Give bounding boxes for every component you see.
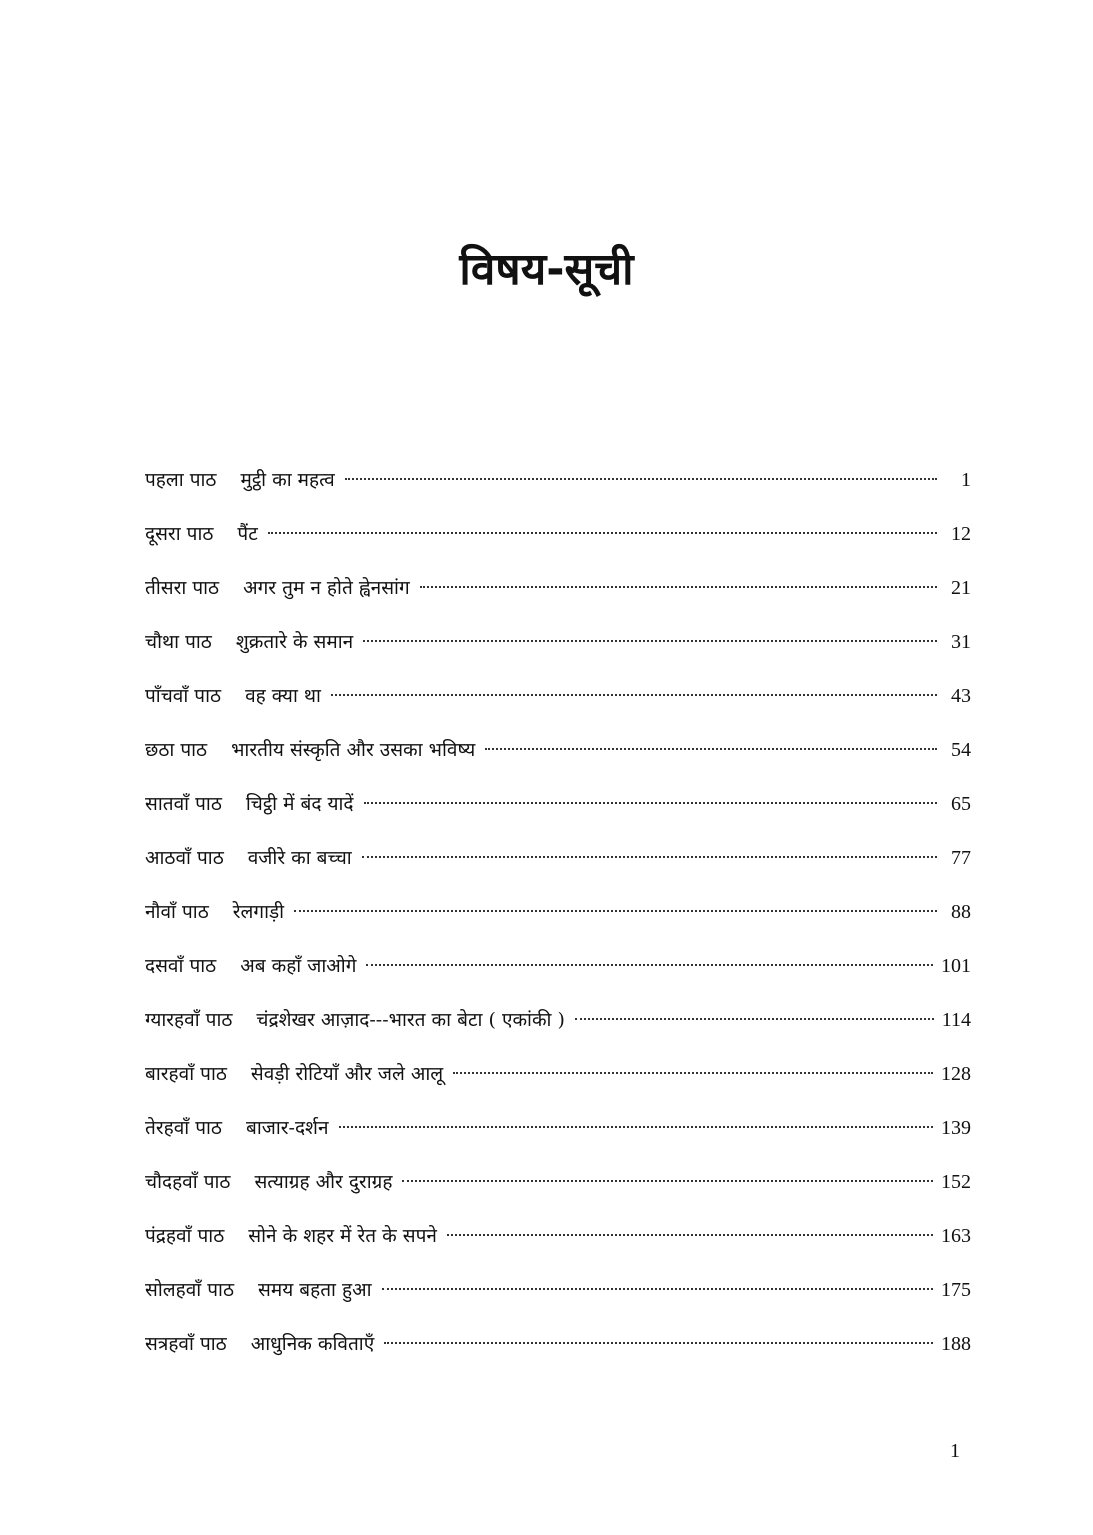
dot-leader [402, 1180, 933, 1182]
lesson-page-number: 88 [951, 901, 971, 923]
lesson-page-number: 101 [941, 955, 971, 977]
toc-entry [145, 622, 971, 676]
lesson-title: सोने के शहर में रेत के सपने [248, 1225, 437, 1247]
toc-entry [145, 514, 971, 568]
lesson-title: मुट्ठी का महत्व [240, 469, 335, 491]
dot-leader [331, 694, 937, 696]
toc-entry [145, 1000, 971, 1054]
dot-leader [447, 1234, 933, 1236]
lesson-number: तेरहवाँ पाठ [145, 1117, 222, 1139]
toc-entry [145, 892, 971, 946]
lesson-number: पंद्रहवाँ पाठ [145, 1225, 225, 1247]
lesson-title: आधुनिक कविताएँ [250, 1333, 375, 1355]
lesson-page-number: 139 [941, 1117, 971, 1139]
lesson-page-number: 114 [941, 1009, 971, 1031]
lesson-page-number: 65 [951, 793, 971, 815]
dot-leader [485, 748, 937, 750]
lesson-number: नौवाँ पाठ [145, 901, 209, 923]
lesson-number: सोलहवाँ पाठ [145, 1279, 235, 1301]
dot-leader [384, 1342, 933, 1344]
lesson-page-number: 31 [951, 631, 971, 653]
toc-entry [145, 1324, 971, 1378]
toc-entry [145, 568, 971, 622]
lesson-number: पहला पाठ [145, 469, 217, 491]
lesson-page-number: 163 [941, 1225, 971, 1247]
lesson-number: पाँचवाँ पाठ [145, 685, 222, 707]
lesson-title: वह क्या था [245, 685, 321, 707]
lesson-page-number: 12 [951, 523, 971, 545]
dot-leader [362, 856, 937, 858]
toc-entry [145, 1162, 971, 1216]
toc-entry [145, 1108, 971, 1162]
lesson-page-number: 1 [961, 469, 971, 491]
lesson-number: ग्यारहवाँ पाठ [145, 1009, 233, 1031]
lesson-title: समय बहता हुआ [258, 1279, 372, 1301]
lesson-page-number: 43 [951, 685, 971, 707]
toc-entry [145, 1216, 971, 1270]
dot-leader [363, 640, 937, 642]
lesson-number: तीसरा पाठ [145, 577, 220, 599]
lesson-title: अब कहाँ जाओगे [240, 955, 357, 977]
lesson-title: पैंट [237, 523, 258, 545]
lesson-page-number: 21 [951, 577, 971, 599]
lesson-page-number: 77 [951, 847, 971, 869]
dot-leader [268, 532, 937, 534]
dot-leader [364, 802, 937, 804]
lesson-page-number: 188 [941, 1333, 971, 1355]
toc-entry [145, 1270, 971, 1324]
lesson-page-number: 152 [941, 1171, 971, 1193]
lesson-number: आठवाँ पाठ [145, 847, 224, 869]
toc-entry [145, 1054, 971, 1108]
dot-leader [294, 910, 937, 912]
table-of-contents [145, 460, 971, 1378]
dot-leader [366, 964, 933, 966]
lesson-page-number: 128 [941, 1063, 971, 1085]
dot-leader [382, 1288, 933, 1290]
lesson-number: छठा पाठ [145, 739, 208, 761]
toc-entry [145, 730, 971, 784]
toc-entry [145, 460, 971, 514]
toc-entry [145, 946, 971, 1000]
lesson-title: सेवड़ी रोटियाँ और जले आलू [250, 1063, 444, 1085]
lesson-number: चौथा पाठ [145, 631, 212, 653]
dot-leader [420, 586, 937, 588]
lesson-title: वजीरे का बच्चा [247, 847, 352, 869]
lesson-number: बारहवाँ पाठ [145, 1063, 227, 1085]
lesson-title: शुक्रतारे के समान [235, 631, 354, 653]
dot-leader [339, 1126, 933, 1128]
lesson-number: दसवाँ पाठ [145, 955, 217, 977]
lesson-title: चंद्रशेखर आज़ाद---भारत का बेटा ( एकांकी ) [256, 1009, 565, 1031]
dot-leader [575, 1018, 934, 1020]
lesson-page-number: 175 [941, 1279, 971, 1301]
dot-leader [345, 478, 937, 480]
lesson-title: चिट्ठी में बंद यादें [245, 793, 354, 815]
toc-entry [145, 784, 971, 838]
dot-leader [453, 1072, 933, 1074]
lesson-number: सत्रहवाँ पाठ [145, 1333, 227, 1355]
lesson-number: दूसरा पाठ [145, 523, 214, 545]
lesson-title: रेलगाड़ी [232, 901, 285, 923]
lesson-title: अगर तुम न होते ह्वेनसांग [243, 577, 410, 599]
toc-entry [145, 838, 971, 892]
footer-page-number: 1 [950, 1440, 960, 1462]
lesson-title: भारतीय संस्कृति और उसका भविष्य [231, 739, 476, 761]
lesson-title: बाजार-दर्शन [245, 1117, 329, 1139]
lesson-number: चौदहवाँ पाठ [145, 1171, 231, 1193]
page-title: विषय-सूची [459, 244, 634, 295]
lesson-number: सातवाँ पाठ [145, 793, 222, 815]
lesson-title: सत्याग्रह और दुराग्रह [254, 1171, 393, 1193]
toc-entry [145, 676, 971, 730]
lesson-page-number: 54 [951, 739, 971, 761]
